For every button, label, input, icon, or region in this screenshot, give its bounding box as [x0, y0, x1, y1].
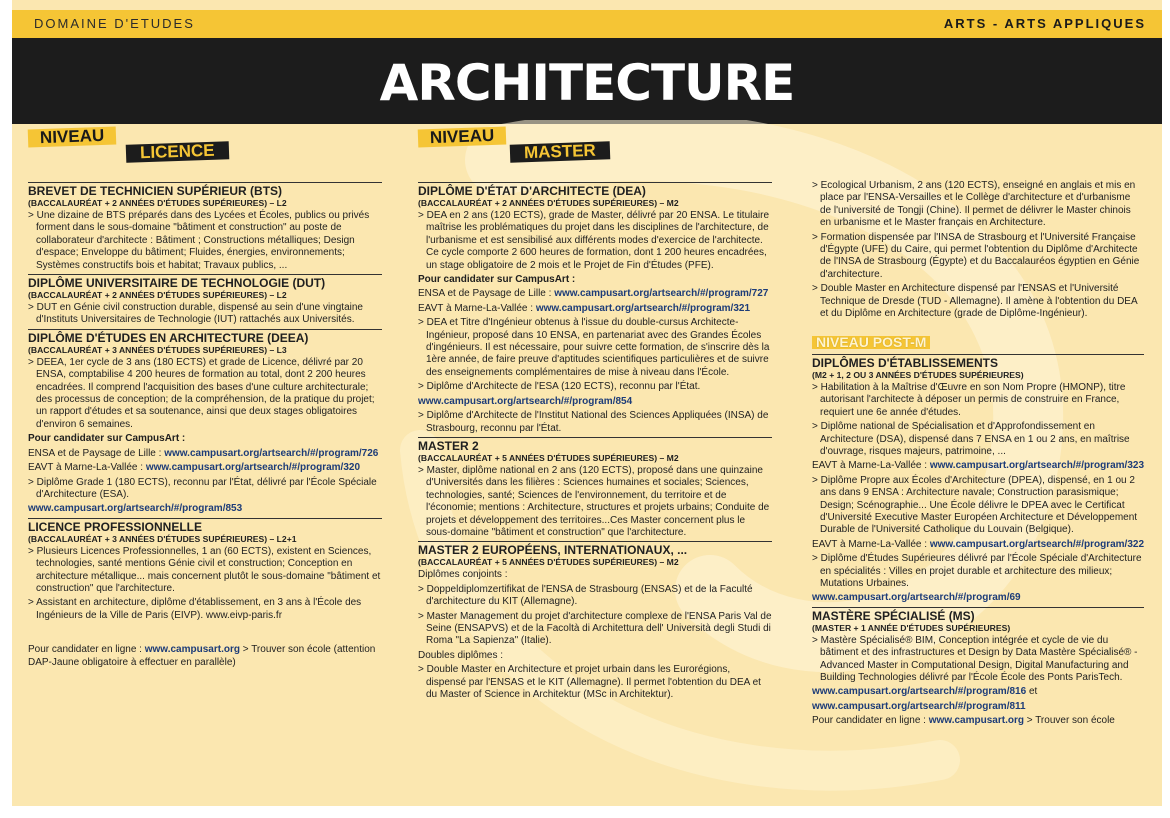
- dea-marne-label: EAVT à Marne-La-Vallée :: [418, 302, 534, 314]
- niveau-licence-badge: [28, 125, 382, 180]
- lp-title: LICENCE PROFESSIONNELLE: [28, 518, 382, 534]
- deea-text: > DEEA, 1er cycle de 3 ans (180 ECTS) et grade de Licence, délivré par 20 ENSA, comptabilise 4 200 heures de formation au total, dont 2 200 heures encadrées. Il comprend l'acquisition des bases d'une culture architecturale; des processus de conception; de la compréhension, de la pratique du projet; un rapport d'études et sa soutenance, ainsi que deux stages obligatoires d'environ 6 semaines.: [28, 357, 382, 431]
- grade1-link[interactable]: www.campusart.org/artsearch/#/program/853: [28, 503, 243, 515]
- dut-text: > DUT en Génie civil construction durable, dispensé au sein d'une vingtaine d'Instituts Universitaires de Technologie (IUT) rattachés aux Universités.: [28, 302, 382, 327]
- esa-text: > Diplôme d'Architecte de l'ESA (120 ECTS), reconnu par l'État.: [418, 381, 772, 393]
- ms-subtitle: (MASTER + 1 ANNÉE D'ÉTUDES SUPÉRIEURES): [812, 622, 1011, 633]
- sup-text: > Diplôme d'Études Supérieures délivré par l'École Spéciale d'Architecture en spécialités : Villes en projet durable et architecture des milieux; Mutations Urbaines.: [812, 553, 1144, 590]
- title-banner: [12, 38, 1162, 124]
- dsa-label: EAVT à Marne-La-Vallée :: [812, 460, 928, 472]
- deea-lille-line: [28, 448, 382, 460]
- dea-apply-label: Pour candidater sur CampusArt :: [418, 274, 576, 286]
- bts-text: > Une dizaine de BTS préparés dans des Lycées et Écoles, publics ou privés forment dans le sous-domaine "bâtiment et construction" au poste de collaborateur d'architecte : Bâtiment ; Constructions métalliques; Design d'espace; Enveloppe du bâtiment; Fluides, énergies, environnements; Systèmes constructifs bois et habitat; Travaux publics, ...: [28, 210, 382, 272]
- m2-title: MASTER 2: [418, 437, 772, 453]
- niveau-label-master: NIVEAU: [418, 126, 507, 147]
- page-margin-bottom: [0, 806, 1170, 818]
- column-licence: [28, 125, 382, 671]
- lp-online-link[interactable]: www.campusart.org: [144, 644, 240, 656]
- ms-link1-line: [812, 686, 1144, 698]
- niveau-label: NIVEAU: [28, 126, 117, 147]
- insa-text: > Diplôme d'Architecte de l'Institut National des Sciences Appliquées (INSA) de Strasbourg, reconnu par l'État.: [418, 410, 772, 435]
- dpea-link[interactable]: www.campusart.org/artsearch/#/program/322: [929, 538, 1144, 550]
- m2e-doubles-label: Doubles diplômes :: [418, 649, 504, 661]
- sup-link[interactable]: www.campusart.org/artsearch/#/program/69: [812, 592, 1021, 604]
- eco-text: > Ecological Urbanism, 2 ans (120 ECTS), enseigné en anglais et mis en place par l'ENSA-Versailles et le Collège d'architecture et d'urbanisme de l'université de Tongji (Chine). Il permet de délivrer le Master chinois en urbanisme et le Master français en Architecture.: [812, 180, 1144, 230]
- bts-subtitle: (BACCALAURÉAT + 2 ANNÉES D'ÉTUDES SUPÉRIEURES) – L2: [28, 198, 287, 208]
- deea-lille-link[interactable]: www.campusart.org/artsearch/#/program/726: [164, 447, 379, 459]
- dpea-text: > Diplôme Propre aux Écoles d'Architecture (DPEA), dispensé, en 1 ou 2 ans dans 9 ENSA : Architecture navale; Construction parasismique; Design; Scénographie... Une École délivre le DPEA avec le Certificat d'Université Executive Master Européen Architecture et Développement Durable de l'Université Catholique du Louvain (Belgique).: [812, 475, 1144, 537]
- ms-online-link[interactable]: www.campusart.org: [928, 715, 1024, 727]
- ms-and: et: [1028, 686, 1038, 698]
- category-label: ARTS - ARTS APPLIQUES: [943, 16, 1146, 31]
- ms-title: MASTÈRE SPÉCIALISÉ (MS): [812, 607, 1144, 623]
- lp-text2: > Assistant en architecture, diplôme d'établissement, en 3 ans à l'École des Ingénieurs de la Ville de Paris (EIVP). www.eivp-paris.fr: [28, 597, 382, 622]
- m2e-conjoints-label: Diplômes conjoints :: [418, 569, 508, 581]
- column-master: [418, 125, 772, 703]
- page-title: ARCHITECTURE: [379, 54, 795, 112]
- master-label: MASTER: [510, 141, 610, 163]
- egypte-text: > Formation dispensée par l'INSA de Strasbourg et l'Université Française d'Égypte (UFE) du Caire, qui permet l'obtention du Diplôme d'Architecte de l'INSA de Strasbourg (Égypte) et du Baccalauréos égyptien en Génie d'architecture.: [812, 232, 1144, 282]
- lp-text1: > Plusieurs Licences Professionnelles, 1 an (60 ECTS), existent en Sciences, technologies, santé mentions Génie civil et construction; Conception en architecture métallique... mais concernent plutôt le sous-domaine "bâtiment et construction" que l'architecture.: [28, 546, 382, 596]
- ms-text: > Mastère Spécialisé® BIM, Conception intégrée et cycle de vie du bâtiment et des infrastructures et Design by Data Mastère Spécialisé® - Advanced Master in Computational Design, Digital Manufacturing and Building Technologies délivré par l'École École des Ponts ParisTech.: [812, 635, 1144, 685]
- deea-lille-label: ENSA et de Paysage de Lille :: [28, 447, 162, 459]
- m2e-c2: > Master Management du projet d'architecture complexe de l'ENSA Paris Val de Seine (ENSAPVS) et de la Facoltà di Architettura dell' Università degli Studi di Roma "La Sapienza" (Italie).: [418, 611, 772, 648]
- m2e-d1: > Double Master en Architecture et projet urbain dans les Eurorégions, dispensé par l'ENSAS et le KIT (Allemagne). Il permet l'obtention du DEA et du Master of Science in Architektur (MSc in Architektur).: [418, 664, 772, 701]
- deea-marne-link[interactable]: www.campusart.org/artsearch/#/program/320: [145, 462, 360, 474]
- dea-marne-line: [418, 303, 772, 315]
- domain-label: DOMAINE D'ETUDES: [34, 16, 195, 31]
- column-master-cont: [812, 180, 1144, 730]
- licence-label: LICENCE: [126, 141, 229, 163]
- deea-marne-label: EAVT à Marne-La-Vallée :: [28, 462, 144, 474]
- deea-marne-line: [28, 462, 382, 474]
- esa-link[interactable]: www.campusart.org/artsearch/#/program/854: [418, 395, 633, 407]
- lp-online-line: [28, 644, 382, 669]
- dut-title: DIPLÔME UNIVERSITAIRE DE TECHNOLOGIE (DUT): [28, 274, 382, 290]
- page-margin-left: [0, 0, 12, 818]
- grade1-text: > Diplôme Grade 1 (180 ECTS), reconnu par l'État, délivré par l'École Spéciale d'Architecture (ESA).: [28, 477, 382, 502]
- ms-link2[interactable]: www.campusart.org/artsearch/#/program/811: [812, 700, 1026, 712]
- lp-online-label: Pour candidater en ligne :: [28, 644, 142, 656]
- dea-text: > DEA en 2 ans (120 ECTS), grade de Master, délivré par 20 ENSA. Le titulaire maîtrise les problématiques du projet dans les disciplines de l'architecture, de l'urbanisme et est sensibilisé aux différents modes d'exercice de l'architecte. Ce cycle comporte 2 600 heures de formation, dont 1 200 heures encadrées, un stage obligatoire de 2 mois et le Projet de Fin d'Études (PFE).: [418, 210, 772, 272]
- dea-lille-label: ENSA et de Paysage de Lille :: [418, 288, 552, 300]
- ms-online-label: Pour candidater en ligne :: [812, 715, 926, 727]
- m2e-title: MASTER 2 EUROPÉENS, INTERNATIONAUX, ...: [418, 541, 772, 557]
- niveau-postm-badge: NIVEAU POST-M: [812, 336, 930, 348]
- dpea-line: [812, 539, 1144, 551]
- m2e-c1: > Doppeldiplomzertifikat de l'ENSA de Strasbourg (ENSAS) et de la Faculté d'architecture du KIT (Allemagne).: [418, 584, 772, 609]
- niveau-master-badge: [418, 125, 772, 180]
- lp-online-rest: > Trouver son école (attention DAP-Jaune obligatoire à effectuer en parallèle): [28, 644, 376, 668]
- ms-online-rest: > Trouver son école: [1026, 715, 1115, 727]
- dea-subtitle: (BACCALAURÉAT + 2 ANNÉES D'ÉTUDES SUPÉRIEURES) – M2: [418, 198, 679, 208]
- dea-lille-line: [418, 288, 772, 300]
- deea-apply-label: Pour candidater sur CampusArt :: [28, 433, 186, 445]
- dpea-label: EAVT à Marne-La-Vallée :: [812, 538, 928, 550]
- dut-subtitle: (BACCALAURÉAT + 2 ANNÉES D'ÉTUDES SUPÉRIEURES) – L2: [28, 290, 287, 301]
- etab-subtitle: (M2 + 1, 2 OU 3 ANNÉES D'ÉTUDES SUPÉRIEURES): [812, 369, 1024, 380]
- bts-title: BREVET DE TECHNICIEN SUPÉRIEUR (BTS): [28, 182, 382, 198]
- m2-subtitle: (BACCALAURÉAT + 5 ANNÉES D'ÉTUDES SUPÉRIEURES) – M2: [418, 452, 679, 463]
- ms-link1[interactable]: www.campusart.org/artsearch/#/program/816: [812, 686, 1027, 698]
- etab-title: DIPLÔMES D'ÉTABLISSEMENTS: [812, 354, 1144, 370]
- dsa-text: > Diplôme national de Spécialisation et d'Approfondissement en Architecture (DSA), dispensé dans 7 ENSA en 1 ou 2 ans, en maîtrise d'ouvrage, risques majeurs, patrimoine, ...: [812, 421, 1144, 458]
- dsa-line: [812, 460, 1144, 472]
- ms-online-line: [812, 715, 1144, 727]
- dresde-text: > Double Master en Architecture dispensé par l'ENSAS et l'Université Technique de Dresde (TUD - Allemagne). Il amène à l'obtention du DEA et du Diplôme en Architecture (grade de Diplôme-Ingénieur).: [812, 283, 1144, 320]
- dsa-link[interactable]: www.campusart.org/artsearch/#/program/323: [929, 460, 1144, 472]
- top-banner: [12, 10, 1162, 38]
- m2e-subtitle: (BACCALAURÉAT + 5 ANNÉES D'ÉTUDES SUPÉRIEURES) – M2: [418, 557, 679, 568]
- dea-title: DIPLÔME D'ÉTAT D'ARCHITECTE (DEA): [418, 182, 772, 198]
- lp-subtitle: (BACCALAURÉAT + 3 ANNÉES D'ÉTUDES SUPÉRIEURES) – L2+1: [28, 533, 297, 544]
- dea-lille-link[interactable]: www.campusart.org/artsearch/#/program/727: [554, 288, 769, 300]
- deea-subtitle: (BACCALAURÉAT + 3 ANNÉES D'ÉTUDES SUPÉRIEURES) – L3: [28, 344, 287, 355]
- deea-title: DIPLÔME D'ÉTUDES EN ARCHITECTURE (DEEA): [28, 329, 382, 345]
- ingenieur-text: > DEA et Titre d'Ingénieur obtenus à l'issue du double-cursus Architecte-Ingénieur, proposé dans 10 ENSA, en partenariat avec des Grandes Écoles d'ingénieurs. Il est nécessaire, pour suivre cette formation, de s'inscrire dès la 1ère année, de faire preuve d'aptitudes scientifiques particulières et de suivre des enseignements complémentaires de mise à niveau dans l'École.: [418, 317, 772, 379]
- page-margin-right: [1162, 0, 1170, 818]
- dea-marne-link[interactable]: www.campusart.org/artsearch/#/program/321: [535, 302, 750, 314]
- m2-text: > Master, diplôme national en 2 ans (120 ECTS), proposé dans une quinzaine d'Universités dans les filières : Sciences humaines et sociales; Sciences, technologies, santé; Sciences de l'environnement, du territoire et de l'économie; mentions : Architecture, structures et projets urbains; Conduite de projets et développement des territoires...Ces Master concernent plus le sous-domaine "bâtiment et construction" que l'architecture.: [418, 465, 772, 539]
- hmonp-text: > Habilitation à la Maîtrise d'Œuvre en son Nom Propre (HMONP), titre autorisant l'architecte à déposer un permis de construire en France, requiert une 6e année d'études.: [812, 382, 1144, 419]
